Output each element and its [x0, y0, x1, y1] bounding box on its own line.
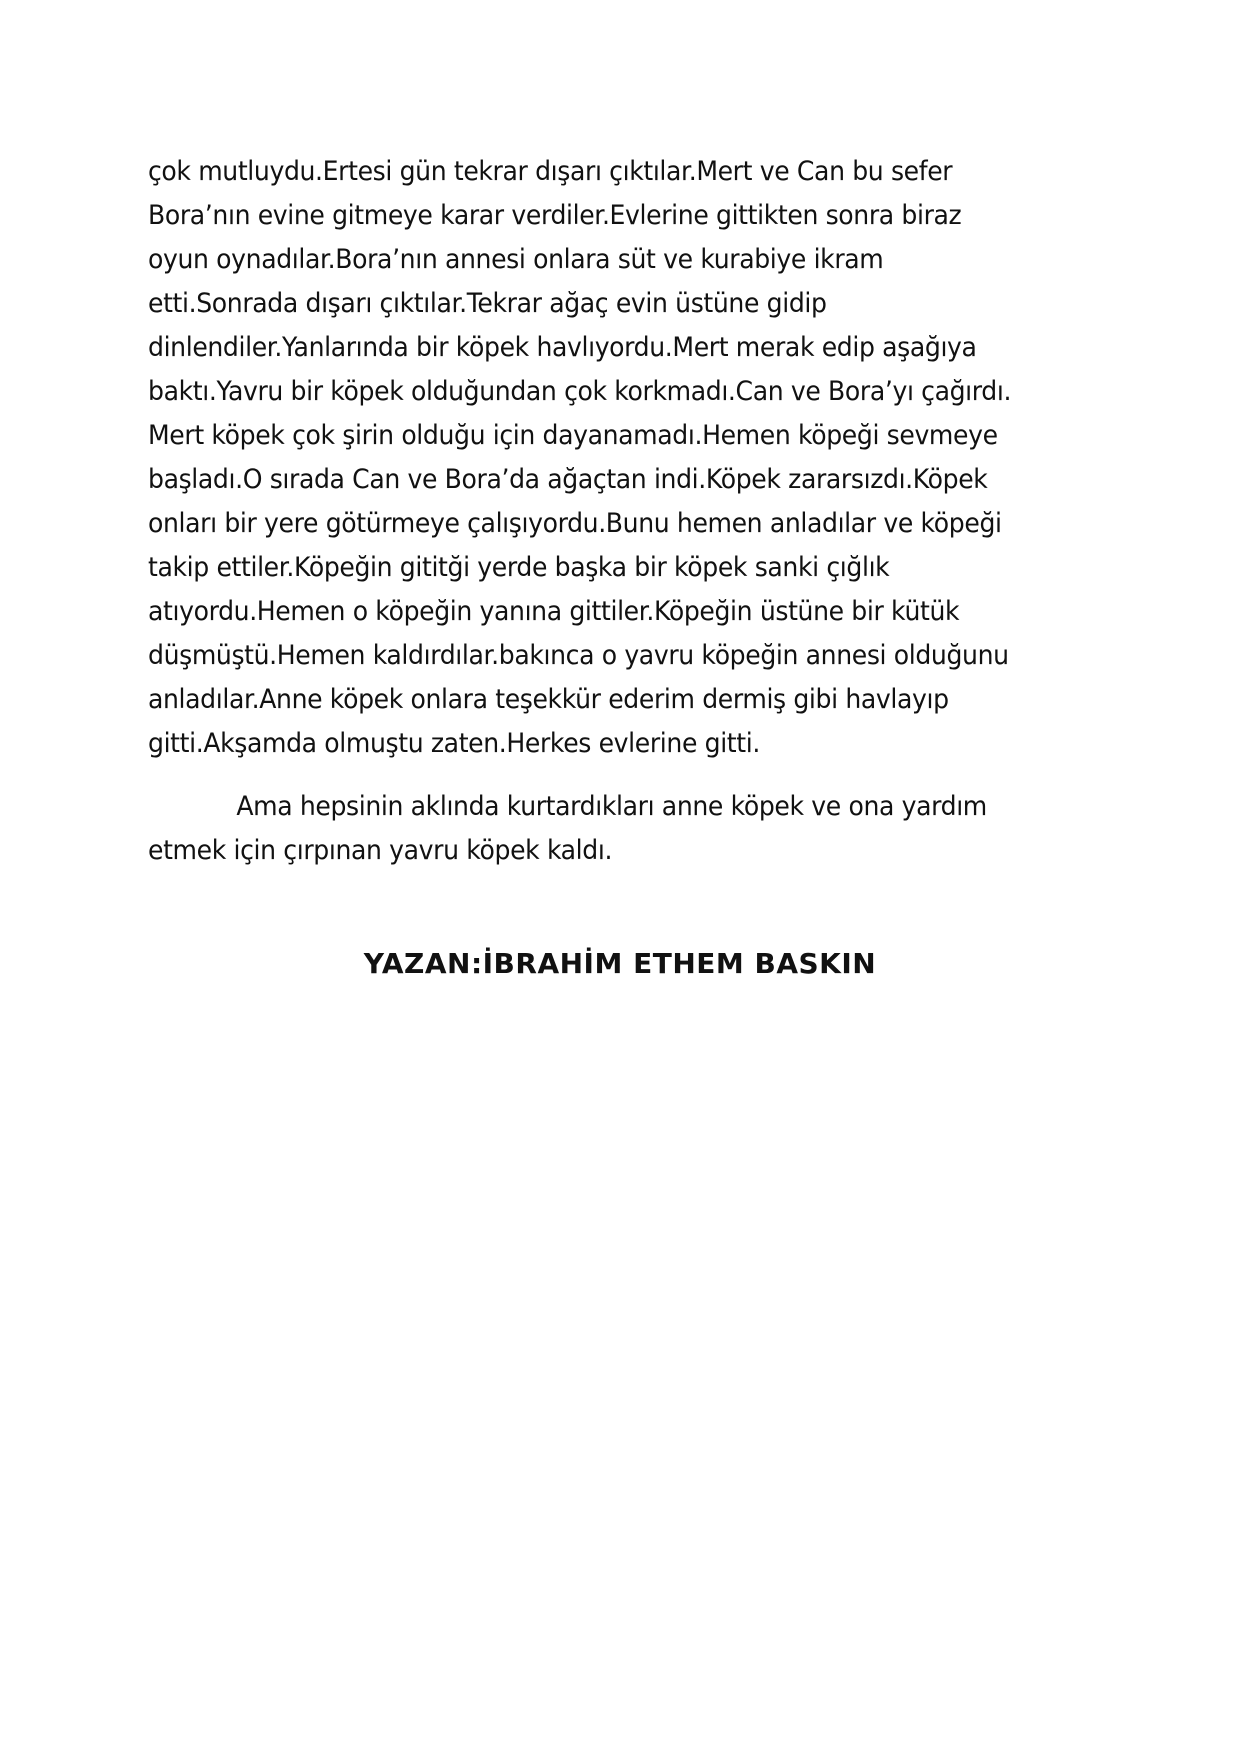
- text-line: oyun oynadılar.Bora’nın annesi onlara süt ve kurabiye ikram: [148, 244, 884, 275]
- text-line: baktı.Yavru bir köpek olduğundan çok korkmadı.Can ve Bora’yı çağırdı.: [148, 376, 1012, 407]
- author-credit: YAZAN:İBRAHİM ETHEM BASKIN: [363, 947, 877, 980]
- text-line: başladı.O sırada Can ve Bora’da ağaçtan indi.Köpek zararsızdı.Köpek: [148, 464, 988, 495]
- text-line: çok mutluydu.Ertesi gün tekrar dışarı çıktılar.Mert ve Can bu sefer: [148, 156, 953, 187]
- text-line: etmek için çırpınan yavru köpek kaldı.: [148, 835, 613, 866]
- text-line: Bora’nın evine gitmeye karar verdiler.Evlerine gittikten sonra biraz: [148, 200, 962, 231]
- text-line: atıyordu.Hemen o köpeğin yanına gittiler.Köpeğin üstüne bir kütük: [148, 596, 960, 627]
- text-line: anladılar.Anne köpek onlara teşekkür ederim dermiş gibi havlayıp: [148, 684, 949, 715]
- text-line: takip ettiler.Köpeğin gititği yerde başka bir köpek sanki çığlık: [148, 552, 890, 583]
- text-line: Mert köpek çok şirin olduğu için dayanamadı.Hemen köpeği sevmeye: [148, 420, 998, 451]
- text-line: onları bir yere götürmeye çalışıyordu.Bunu hemen anladılar ve köpeği: [148, 508, 1002, 539]
- story-paragraph-2: [148, 785, 1108, 873]
- text-line: etti.Sonrada dışarı çıktılar.Tekrar ağaç evin üstüne gidip: [148, 288, 827, 319]
- text-line: gitti.Akşamda olmuştu zaten.Herkes evlerine gitti.: [148, 728, 760, 759]
- text-line: düşmüştü.Hemen kaldırdılar.bakınca o yavru köpeğin annesi olduğunu: [148, 640, 1009, 671]
- text-line-indented: Ama hepsinin aklında kurtardıkları anne köpek ve ona yardım: [236, 791, 987, 822]
- story-paragraph-1: [148, 150, 1108, 766]
- text-line: dinlendiler.Yanlarında bir köpek havlıyordu.Mert merak edip aşağıya: [148, 332, 977, 363]
